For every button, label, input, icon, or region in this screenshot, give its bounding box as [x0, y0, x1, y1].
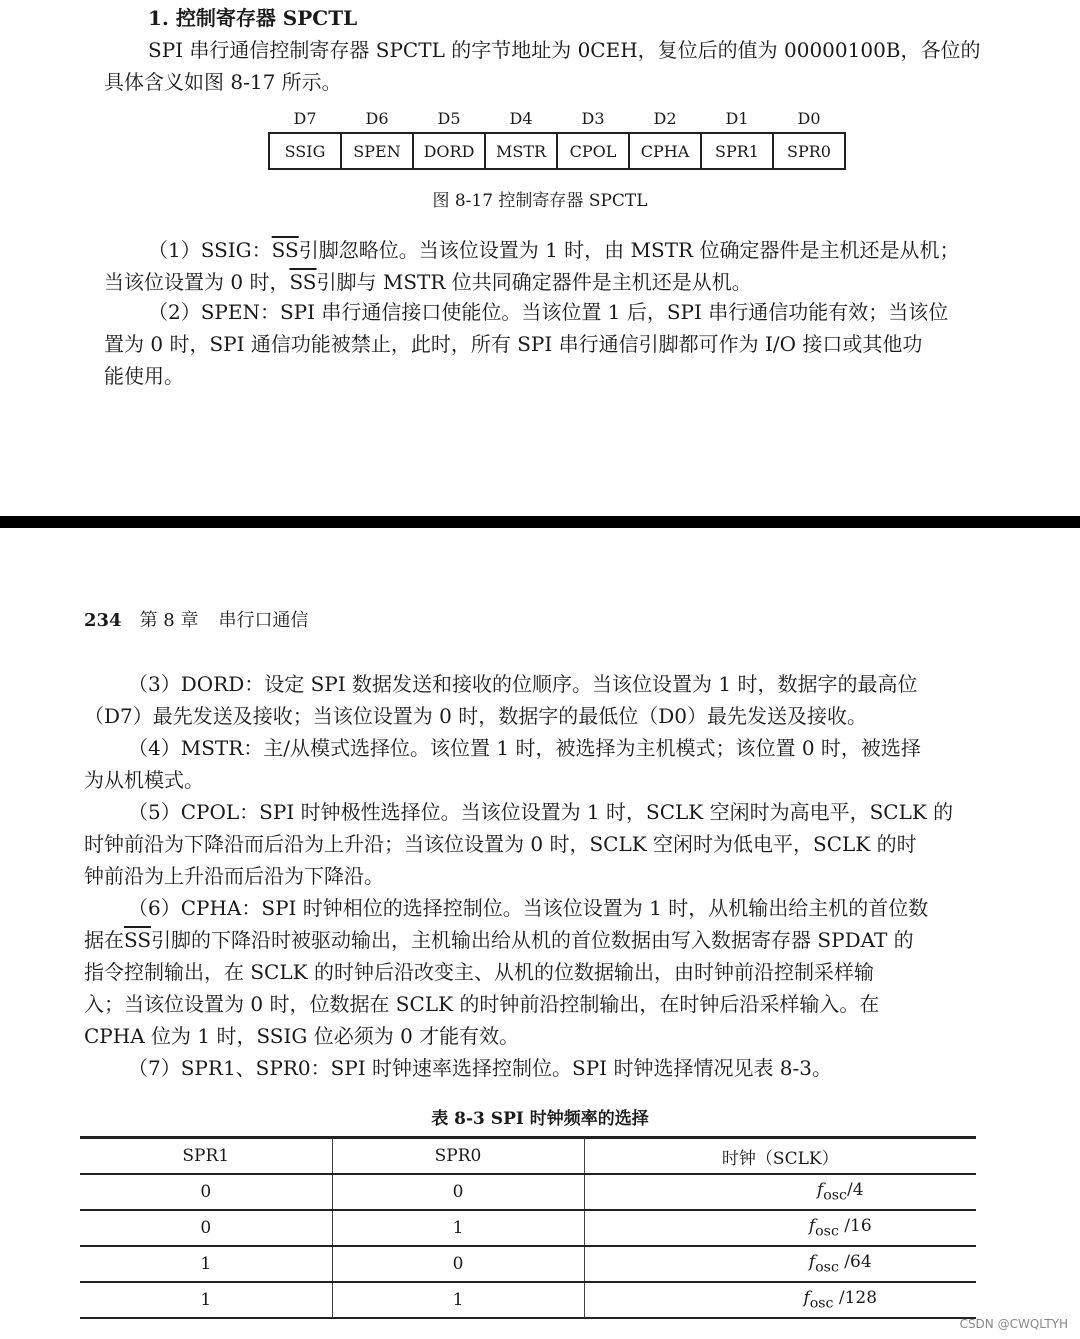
chapter-label: 第 8 章	[139, 610, 199, 631]
para-cpha-line-2: 据在$\overline{SS}$引脚的下降沿时被驱动输出，主机输出给从机的首位数据由写入数据寄存器 SPDAT 的	[84, 928, 914, 952]
ss-overline: $\overline{SS}$	[271, 238, 299, 262]
field-ssig: SSIG	[269, 133, 341, 169]
watermark: CSDN @CWQLTYH	[959, 1317, 1068, 1331]
ss-overline: $\overline{SS}$	[124, 928, 152, 952]
table-row	[80, 1210, 976, 1246]
intro-line-1: SPI 串行通信控制寄存器 SPCTL 的字节地址为 0CEH，复位后的值为 00000100B，各位的	[148, 38, 981, 62]
para-cpha-line-4: 入；当该位设置为 0 时，位数据在 SCLK 的时钟前沿控制输出，在时钟后沿采样输入。在	[84, 992, 880, 1016]
col-header-spr0: SPR0	[332, 1138, 584, 1175]
col-header-spr1: SPR1	[80, 1138, 332, 1175]
para-cpol-line-2: 时钟前沿为下降沿而后沿为上升沿；当该位设置为 0 时，SCLK 空闲时为低电平，SCLK 的时	[84, 832, 917, 856]
para-spen-line-3: 能使用。	[104, 364, 184, 388]
page-divider	[0, 516, 1080, 528]
register-field-row	[269, 133, 845, 169]
para-cpha-line-1: （6）CPHA：SPI 时钟相位的选择控制位。当该位设置为 1 时，从机输出给主机的首位数	[128, 896, 929, 920]
cell-spr0: 0	[332, 1246, 584, 1282]
para-cpol-line-1: （5）CPOL：SPI 时钟极性选择位。当该位设置为 1 时，SCLK 空闲时为高电平，SCLK 的	[128, 800, 954, 824]
table-header-row	[80, 1138, 976, 1175]
para-cpol-line-3: 钟前沿为上升沿而后沿为下降沿。	[84, 864, 384, 888]
para-ssig-line-2: 当该位设置为 0 时，$\overline{SS}$引脚与 MSTR 位共同确定器件是主机还是从机。	[104, 270, 752, 294]
figure-caption: 图 8-17 控制寄存器 SPCTL	[432, 191, 648, 211]
register-bit-row	[269, 104, 845, 133]
field-spr1: SPR1	[701, 133, 773, 169]
chapter-title: 串行口通信	[218, 610, 309, 631]
intro-line-2: 具体含义如图 8-17 所示。	[104, 70, 342, 94]
cell-clock: $f_{osc}$ /64	[584, 1246, 976, 1282]
cell-clock: $f_{osc}/4$	[584, 1174, 976, 1210]
register-diagram	[268, 104, 846, 170]
bit-label: D4	[509, 108, 533, 128]
bit-label: D6	[365, 108, 389, 128]
page-header	[84, 606, 328, 636]
table-title: 表 8-3 SPI 时钟频率的选择	[431, 1109, 649, 1129]
para-cpha-line-3: 指令控制输出，在 SCLK 的时钟后沿改变主、从机的位数据输出，由时钟前沿控制采样输	[84, 960, 874, 984]
page-number: 234	[84, 610, 122, 631]
field-dord: DORD	[413, 133, 485, 169]
bit-label: D5	[437, 108, 461, 128]
cell-spr1: 1	[80, 1246, 332, 1282]
bit-label: D1	[725, 108, 749, 128]
ss-overline: $\overline{SS}$	[289, 270, 317, 294]
para-spen-line-1: （2）SPEN：SPI 串行通信接口使能位。当该位置 1 后，SPI 串行通信功能有效；当该位	[148, 300, 949, 324]
cell-spr0: 0	[332, 1174, 584, 1210]
field-mstr: MSTR	[485, 133, 557, 169]
cell-spr1: 0	[80, 1210, 332, 1246]
para-dord-line-2: （D7）最先发送及接收；当该位设置为 0 时，数据字的最低位（D0）最先发送及接收。	[84, 704, 867, 728]
bit-label: D0	[797, 108, 821, 128]
para-mstr-line-2: 为从机模式。	[84, 768, 204, 792]
section-heading: 1. 控制寄存器 SPCTL	[148, 6, 358, 30]
spi-clock-table	[80, 1136, 976, 1319]
cell-spr0: 1	[332, 1210, 584, 1246]
cell-clock: $f_{osc}$ /128	[584, 1282, 976, 1318]
cell-clock: $f_{osc}$ /16	[584, 1210, 976, 1246]
field-cpol: CPOL	[557, 133, 629, 169]
table-row	[80, 1282, 976, 1318]
para-dord-line-1: （3）DORD：设定 SPI 数据发送和接收的位顺序。当该位设置为 1 时，数据字的最高位	[128, 672, 918, 696]
para-spr-line-1: （7）SPR1、SPR0：SPI 时钟速率选择控制位。SPI 时钟选择情况见表 8-3。	[128, 1056, 833, 1080]
col-header-clock: 时钟（SCLK）	[584, 1138, 976, 1175]
para-spen-line-2: 置为 0 时，SPI 通信功能被禁止，此时，所有 SPI 串行通信引脚都可作为 I/O 接口或其他功	[104, 332, 923, 356]
bit-label: D2	[653, 108, 677, 128]
para-ssig-line-1: （1）SSIG：$\overline{SS}$引脚忽略位。当该位设置为 1 时，由 MSTR 位确定器件是主机还是从机；	[148, 238, 960, 262]
bit-label: D7	[293, 108, 317, 128]
cell-spr0: 1	[332, 1282, 584, 1318]
para-mstr-line-1: （4）MSTR：主/从模式选择位。该位置 1 时，被选择为主机模式；该位置 0 时，被选择	[128, 736, 921, 760]
field-cpha: CPHA	[629, 133, 701, 169]
field-spr0: SPR0	[773, 133, 845, 169]
table-row	[80, 1174, 976, 1210]
bit-label: D3	[581, 108, 605, 128]
field-spen: SPEN	[341, 133, 413, 169]
table-row	[80, 1246, 976, 1282]
para-cpha-line-5: CPHA 位为 1 时，SSIG 位必须为 0 才能有效。	[84, 1024, 520, 1048]
cell-spr1: 1	[80, 1282, 332, 1318]
cell-spr1: 0	[80, 1174, 332, 1210]
